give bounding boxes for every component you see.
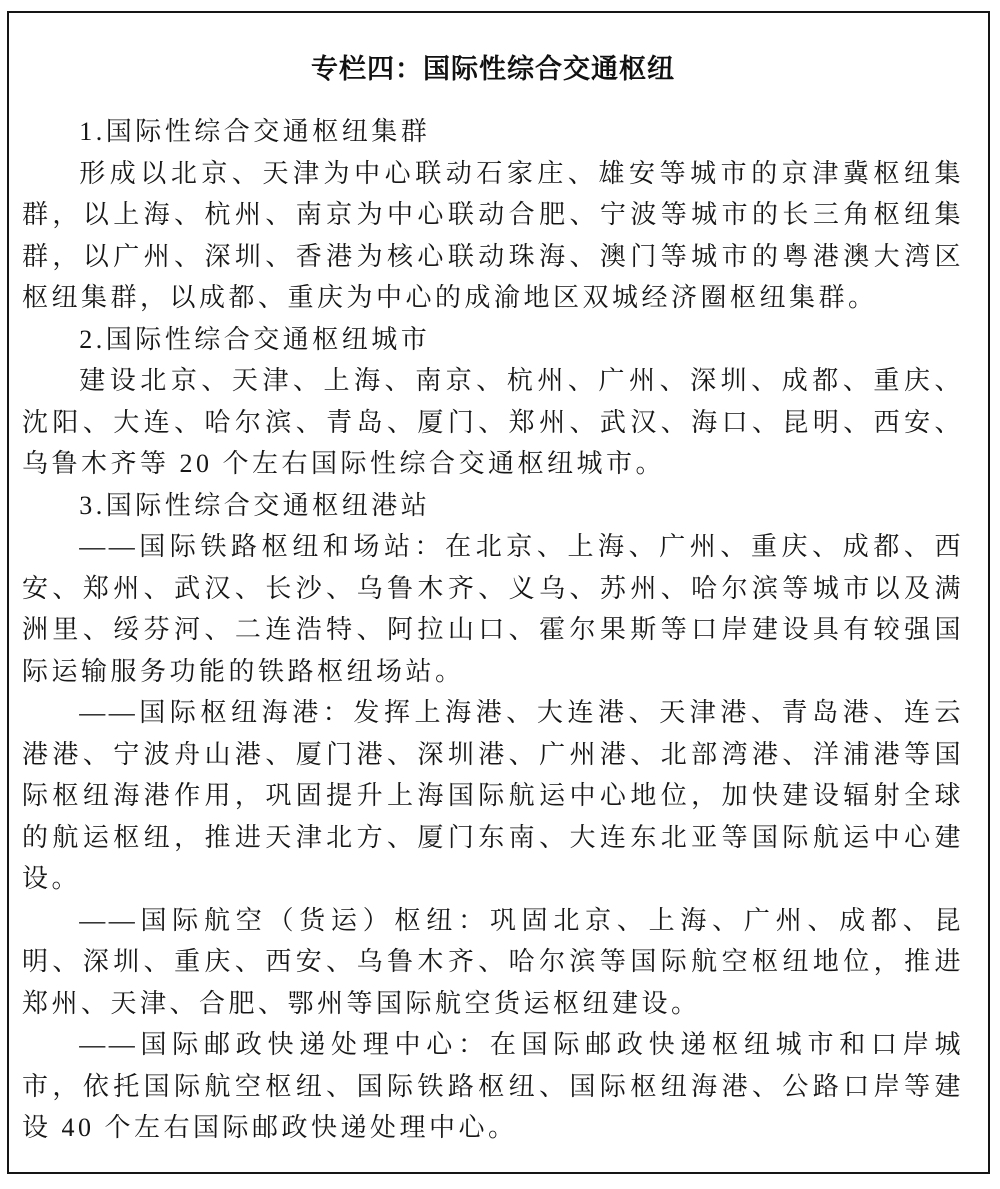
section-heading-3: 3.国际性综合交通枢纽港站: [79, 490, 431, 520]
section-heading-2: 2.国际性综合交通枢纽城市: [79, 324, 431, 354]
dash-item-postal-express-centers: ——国际邮政快递处理中心：在国际邮政快递枢纽城市和口岸城市，依托国际航空枢纽、国际铁路枢纽、国际枢纽海港、公路口岸等建设 40 个左右国际邮政快递处理中心。: [22, 1030, 964, 1142]
column-box-content: [22, 53, 964, 1149]
column-box-border: [7, 11, 990, 1174]
section-body-cities: 建设北京、天津、上海、南京、杭州、广州、深圳、成都、重庆、沈阳、大连、哈尔滨、青岛、厦门、郑州、武汉、海口、昆明、西安、乌鲁木齐等 20 个左右国际性综合交通枢纽城市。: [22, 366, 964, 478]
section-heading-1: 1.国际性综合交通枢纽集群: [79, 117, 431, 146]
column-title: 专栏四：国际性综合交通枢纽: [311, 54, 675, 84]
dash-item-seaports: ——国际枢纽海港：发挥上海港、大连港、天津港、青岛港、连云港港、宁波舟山港、厦门港、深圳港、广州港、北部湾港、洋浦港等国际枢纽海港作用，巩固提升上海国际航运中心地位，加快建设辐射全球的航运枢纽，推进天津北方、厦门东南、大连东北亚等国际航运中心建设。: [22, 698, 964, 893]
section-body-clusters: 形成以北京、天津为中心联动石家庄、雄安等城市的京津冀枢纽集群，以上海、杭州、南京为中心联动合肥、宁波等城市的长三角枢纽集群，以广州、深圳、香港为核心联动珠海、澳门等城市的粤港澳大湾区枢纽集群，以成都、重庆为中心的成渝地区双城经济圈枢纽集群。: [22, 158, 964, 312]
dash-item-rail-hubs: ——国际铁路枢纽和场站：在北京、上海、广州、重庆、成都、西安、郑州、武汉、长沙、乌鲁木齐、义乌、苏州、哈尔滨等城市以及满洲里、绥芬河、二连浩特、阿拉山口、霍尔果斯等口岸建设具有较强国际运输服务功能的铁路枢纽场站。: [22, 532, 964, 686]
dash-item-air-cargo-hubs: ——国际航空（货运）枢纽：巩固北京、上海、广州、成都、昆明、深圳、重庆、西安、乌鲁木齐、哈尔滨等国际航空枢纽地位，推进郑州、天津、合肥、鄂州等国际航空货运枢纽建设。: [22, 905, 964, 1018]
